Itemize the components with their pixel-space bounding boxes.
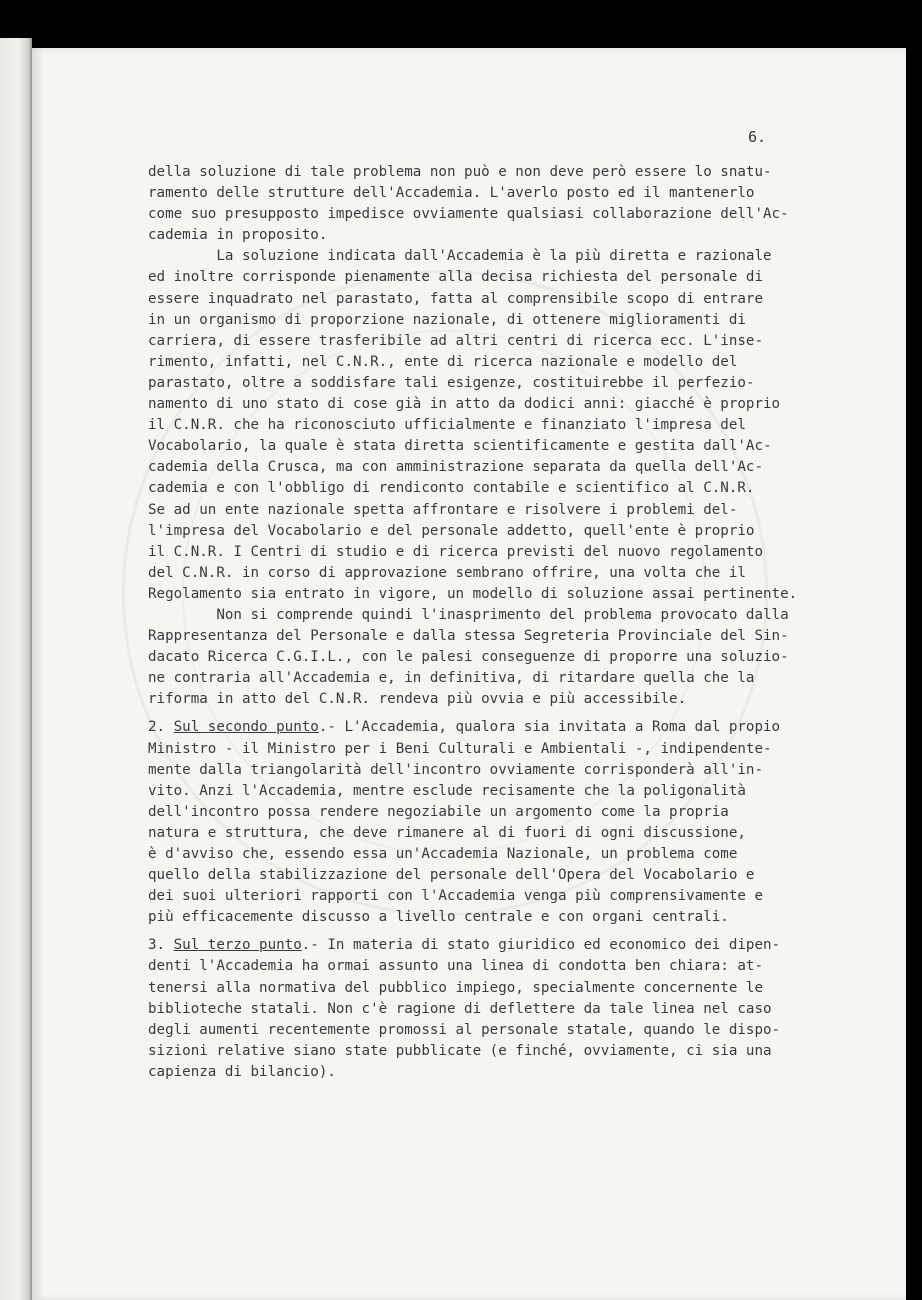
text-line: mente dalla triangolarità dell'incontro ovviamente corrisponderà all'in- (148, 761, 763, 778)
text-line: ne contraria all'Accademia e, in definitiva, di ritardare quella che la (148, 670, 755, 687)
text-line: Non si comprende quindi l'inasprimento del problema provocato dalla (148, 606, 789, 623)
text-line: carriera, di essere trasferibile ad altri centri di ricerca ecc. L'inse- (148, 332, 763, 349)
text-line: essere inquadrato nel parastato, fatta al comprensibile scopo di entrare (148, 290, 763, 307)
facing-page-edge (0, 38, 32, 1300)
section-heading: Sul terzo punto (173, 937, 302, 954)
section-2 (148, 717, 808, 928)
text-line: capienza di bilancio). (148, 1063, 336, 1080)
text-line: del C.N.R. in corso di approvazione sembrano offrire, una volta che il (148, 564, 746, 581)
section-heading: Sul secondo punto (173, 719, 319, 736)
text-line: Se ad un ente nazionale spetta affrontare e risolvere i problemi del- (148, 501, 738, 518)
text-line: parastato, oltre a soddisfare tali esigenze, costituirebbe il perfezio- (148, 374, 755, 391)
section-heading-rest: .- In materia di stato giuridico ed economico dei dipen- (301, 937, 781, 954)
text-line: il C.N.R. che ha riconosciuto ufficialmente e finanziato l'impresa del (148, 417, 746, 434)
text-line: rimento, infatti, nel C.N.R., ente di ricerca nazionale e modello del (148, 353, 738, 370)
paragraph-2 (148, 246, 808, 605)
text-line: il C.N.R. I Centri di studio e di ricerca previsti del nuovo regolamento (148, 543, 763, 560)
document-body (148, 162, 808, 1083)
text-line: riforma in atto del C.N.R. rendeva più ovvia e più accessibile. (148, 691, 687, 708)
section-3 (148, 935, 808, 1083)
text-line: cademia della Crusca, ma con amministrazione separata da quella dell'Ac- (148, 459, 763, 476)
text-line: vito. Anzi l'Accademia, mentre esclude recisamente che la poligonalità (148, 782, 746, 799)
section-number: 2. (148, 719, 174, 736)
text-line: degli aumenti recentemente promossi al personale statale, quando le dispo- (148, 1021, 781, 1038)
text-line: più efficacemente discusso a livello centrale e con organi centrali. (148, 909, 729, 926)
paragraph-1 (148, 162, 808, 246)
text-line: dacato Ricerca C.G.I.L., con le palesi conseguenze di proporre una soluzio- (148, 649, 789, 666)
text-line: Vocabolario, la quale è stata diretta scientificamente e gestita dall'Ac- (148, 438, 772, 455)
text-line: natura e struttura, che deve rimanere al di fuori di ogni discussione, (148, 824, 746, 841)
text-line: dell'incontro possa rendere negoziabile un argomento come la propria (148, 803, 729, 820)
text-line: Ministro - il Ministro per i Beni Culturali e Ambientali -, indipendente- (148, 740, 772, 757)
text-line: Rappresentanza del Personale e dalla stessa Segreteria Provinciale del Sin- (148, 628, 789, 645)
text-line: denti l'Accademia ha ormai assunto una linea di condotta ben chiara: at- (148, 958, 763, 975)
text-line: cademia e con l'obbligo di rendiconto contabile e scientifico al C.N.R. (148, 480, 755, 497)
paragraph-3 (148, 605, 808, 710)
text-line: biblioteche statali. Non c'è ragione di deflettere da tale linea nel caso (148, 1000, 772, 1017)
text-line: come suo presupposto impedisce ovviamente qualsiasi collaborazione dell'Ac- (148, 206, 789, 223)
text-line: quello della stabilizzazione del personale dell'Opera del Vocabolario e (148, 867, 755, 884)
text-line: La soluzione indicata dall'Accademia è la più diretta e razionale (148, 248, 772, 265)
section-heading-line (148, 935, 808, 956)
text-line: della soluzione di tale problema non può e non deve però essere lo snatu- (148, 164, 772, 180)
text-line: namento di uno stato di cose già in atto da dodici anni: giacché è proprio (148, 396, 781, 413)
text-line: ed inoltre corrisponde pienamente alla decisa richiesta del personale di (148, 269, 763, 286)
text-line: l'impresa del Vocabolario e del personale addetto, quell'ente è proprio (148, 522, 755, 539)
text-line: tenersi alla normativa del pubblico impiego, specialmente concernente le (148, 979, 763, 996)
section-heading-line (148, 717, 808, 738)
text-line: sizioni relative siano state pubblicate (e finché, ovviamente, ci sia una (148, 1042, 772, 1059)
page-number: 6. (748, 128, 767, 146)
section-heading-rest: .- L'Accademia, qualora sia invitata a Roma dal propio (318, 719, 781, 736)
section-number: 3. (148, 937, 174, 954)
text-line: in un organismo di proporzione nazionale, di ottenere miglioramenti di (148, 311, 746, 328)
text-line: dei suoi ulteriori rapporti con l'Accademia venga più comprensivamente e (148, 888, 763, 905)
text-line: cademia in proposito. (148, 227, 328, 244)
text-line: è d'avviso che, essendo essa un'Accademia Nazionale, un problema come (148, 846, 738, 862)
text-line: Regolamento sia entrato in vigore, un modello di soluzione assai pertinente. (148, 585, 798, 602)
text-line: ramento delle strutture dell'Accademia. L'averlo posto ed il mantenerlo (148, 185, 755, 202)
